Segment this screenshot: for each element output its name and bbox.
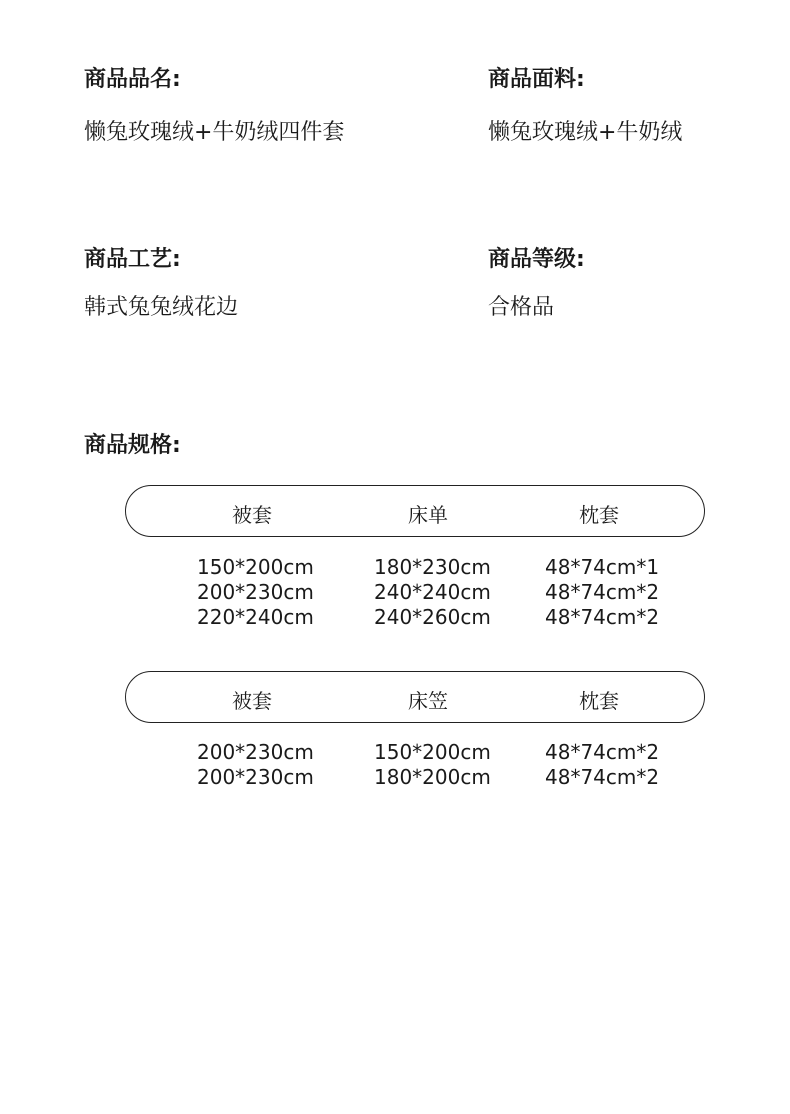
spec-table-1-cell: 240*240cm bbox=[374, 580, 491, 604]
spec-table-2-cell: 48*74cm*2 bbox=[545, 740, 660, 764]
spec-table-2-cell: 180*200cm bbox=[374, 765, 491, 789]
spec-table-1-header-pillowcase: 枕套 bbox=[579, 503, 619, 527]
spec-table-1-cell: 150*200cm bbox=[197, 555, 314, 579]
spec-table-1-header-duvet: 被套 bbox=[232, 503, 272, 527]
product-fabric-label: 商品面料: bbox=[488, 67, 585, 92]
spec-table-2-header-fitted-sheet: 床笠 bbox=[408, 689, 448, 713]
spec-table-1-cell: 220*240cm bbox=[197, 605, 314, 629]
spec-table-1-header bbox=[125, 485, 705, 537]
spec-table-1-cell: 48*74cm*2 bbox=[545, 580, 660, 604]
spec-table-1-cell: 48*74cm*2 bbox=[545, 605, 660, 629]
spec-table-2-header-duvet: 被套 bbox=[232, 689, 272, 713]
product-specs-label: 商品规格: bbox=[84, 433, 181, 458]
product-name-value: 懒兔玫瑰绒+牛奶绒四件套 bbox=[84, 120, 345, 145]
spec-table-1-header-sheet: 床单 bbox=[408, 503, 448, 527]
product-name-label: 商品品名: bbox=[84, 67, 181, 92]
product-craft-label: 商品工艺: bbox=[84, 247, 181, 272]
spec-table-2-cell: 200*230cm bbox=[197, 740, 314, 764]
spec-table-2-cell: 48*74cm*2 bbox=[545, 765, 660, 789]
spec-table-2-cell: 150*200cm bbox=[374, 740, 491, 764]
spec-table-1-cell: 200*230cm bbox=[197, 580, 314, 604]
product-grade-value: 合格品 bbox=[488, 295, 555, 320]
spec-table-2-header bbox=[125, 671, 705, 723]
product-craft-value: 韩式兔兔绒花边 bbox=[84, 295, 239, 320]
spec-table-1-cell: 48*74cm*1 bbox=[545, 555, 660, 579]
spec-table-2-cell: 200*230cm bbox=[197, 765, 314, 789]
spec-table-1-cell: 240*260cm bbox=[374, 605, 491, 629]
spec-table-1-cell: 180*230cm bbox=[374, 555, 491, 579]
product-grade-label: 商品等级: bbox=[488, 247, 585, 272]
product-fabric-value: 懒兔玫瑰绒+牛奶绒 bbox=[488, 120, 683, 145]
spec-table-2-header-pillowcase: 枕套 bbox=[579, 689, 619, 713]
